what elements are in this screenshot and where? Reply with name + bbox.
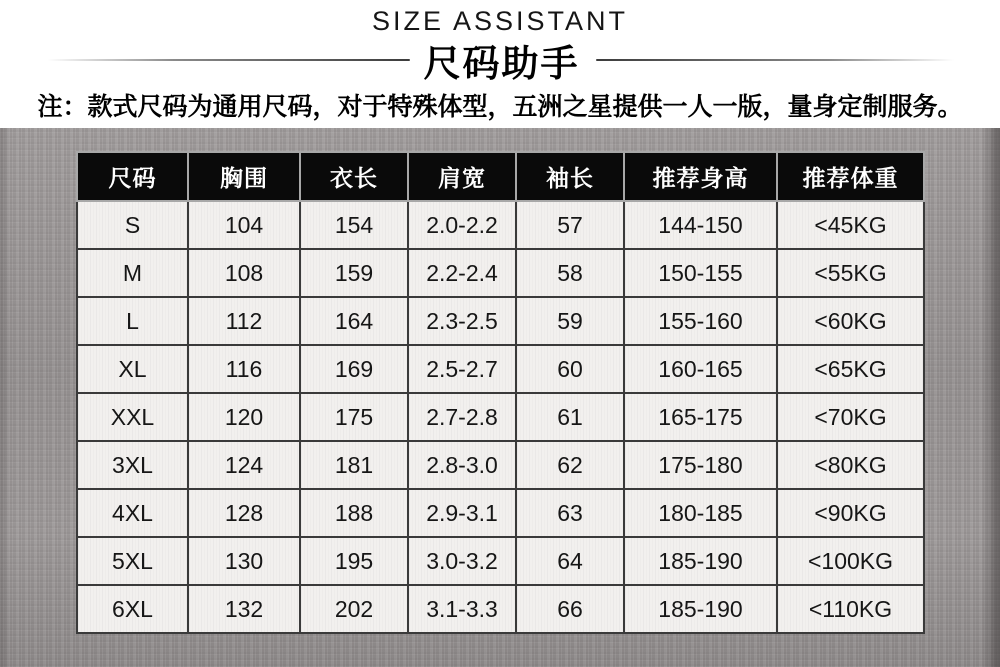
table-row-6xl bbox=[77, 585, 924, 633]
table-cell: <45KG bbox=[777, 201, 924, 249]
table-cell: 164 bbox=[300, 297, 408, 345]
divider-line-left bbox=[47, 59, 410, 61]
table-cell: 62 bbox=[516, 441, 624, 489]
table-cell: 66 bbox=[516, 585, 624, 633]
table-cell: 2.7-2.8 bbox=[408, 393, 516, 441]
table-cell: 130 bbox=[188, 537, 300, 585]
left-edge-shadow bbox=[0, 128, 10, 667]
table-cell: 195 bbox=[300, 537, 408, 585]
table-cell: 2.8-3.0 bbox=[408, 441, 516, 489]
column-header-sleeve: 袖长 bbox=[516, 152, 624, 201]
table-cell: 3.1-3.3 bbox=[408, 585, 516, 633]
table-cell: <90KG bbox=[777, 489, 924, 537]
table-cell: 185-190 bbox=[624, 537, 777, 585]
table-cell: 160-165 bbox=[624, 345, 777, 393]
table-cell: 2.0-2.2 bbox=[408, 201, 516, 249]
table-cell: 60 bbox=[516, 345, 624, 393]
right-edge-shadow bbox=[982, 128, 1000, 667]
table-cell: 57 bbox=[516, 201, 624, 249]
table-cell: <55KG bbox=[777, 249, 924, 297]
column-header-length: 衣长 bbox=[300, 152, 408, 201]
table-cell: 150-155 bbox=[624, 249, 777, 297]
table-cell: 116 bbox=[188, 345, 300, 393]
metal-background bbox=[0, 128, 1000, 667]
page-title-zh: 尺码助手 bbox=[423, 44, 580, 85]
subtitle-row bbox=[0, 38, 1000, 85]
table-cell: <60KG bbox=[777, 297, 924, 345]
table-cell: 154 bbox=[300, 201, 408, 249]
table-cell: 144-150 bbox=[624, 201, 777, 249]
table-cell: 3.0-3.2 bbox=[408, 537, 516, 585]
table-cell: <100KG bbox=[777, 537, 924, 585]
table-cell: 63 bbox=[516, 489, 624, 537]
table-cell: 180-185 bbox=[624, 489, 777, 537]
column-header-height: 推荐身高 bbox=[624, 152, 777, 201]
table-row-xl bbox=[77, 345, 924, 393]
table-cell: 3XL bbox=[77, 441, 188, 489]
table-cell: 2.9-3.1 bbox=[408, 489, 516, 537]
table-cell: 5XL bbox=[77, 537, 188, 585]
table-cell: 175 bbox=[300, 393, 408, 441]
divider-line-right bbox=[596, 59, 954, 61]
table-cell: 155-160 bbox=[624, 297, 777, 345]
table-cell: 175-180 bbox=[624, 441, 777, 489]
table-row-m bbox=[77, 249, 924, 297]
table-cell: L bbox=[77, 297, 188, 345]
column-header-chest: 胸围 bbox=[188, 152, 300, 201]
page-title-en: SIZE ASSISTANT bbox=[371, 6, 629, 36]
table-cell: <70KG bbox=[777, 393, 924, 441]
table-cell: 185-190 bbox=[624, 585, 777, 633]
table-row-5xl bbox=[77, 537, 924, 585]
table-row-s bbox=[77, 201, 924, 249]
table-cell: M bbox=[77, 249, 188, 297]
table-cell: 181 bbox=[300, 441, 408, 489]
table-cell: 120 bbox=[188, 393, 300, 441]
table-cell: 64 bbox=[516, 537, 624, 585]
table-cell: 59 bbox=[516, 297, 624, 345]
table-row-4xl bbox=[77, 489, 924, 537]
table-cell: 58 bbox=[516, 249, 624, 297]
table-row-3xl bbox=[77, 441, 924, 489]
table-cell: 124 bbox=[188, 441, 300, 489]
table-cell: 165-175 bbox=[624, 393, 777, 441]
table-header-row bbox=[77, 152, 924, 201]
table-cell: 128 bbox=[188, 489, 300, 537]
column-header-size: 尺码 bbox=[77, 152, 188, 201]
table-cell: 61 bbox=[516, 393, 624, 441]
table-cell: 2.2-2.4 bbox=[408, 249, 516, 297]
table-cell: 202 bbox=[300, 585, 408, 633]
table-cell: 169 bbox=[300, 345, 408, 393]
table-cell: 104 bbox=[188, 201, 300, 249]
table-cell: S bbox=[77, 201, 188, 249]
table-cell: <110KG bbox=[777, 585, 924, 633]
column-header-weight: 推荐体重 bbox=[777, 152, 924, 201]
table-cell: 4XL bbox=[77, 489, 188, 537]
table-cell: 108 bbox=[188, 249, 300, 297]
column-header-shoulder: 肩宽 bbox=[408, 152, 516, 201]
table-cell: 159 bbox=[300, 249, 408, 297]
table-cell: <65KG bbox=[777, 345, 924, 393]
table-cell: <80KG bbox=[777, 441, 924, 489]
table-row-l bbox=[77, 297, 924, 345]
table-cell: XL bbox=[77, 345, 188, 393]
size-table bbox=[76, 151, 925, 634]
table-cell: 2.3-2.5 bbox=[408, 297, 516, 345]
table-cell: 188 bbox=[300, 489, 408, 537]
table-cell: 132 bbox=[188, 585, 300, 633]
table-cell: 112 bbox=[188, 297, 300, 345]
table-cell: 6XL bbox=[77, 585, 188, 633]
table-cell: 2.5-2.7 bbox=[408, 345, 516, 393]
title-section bbox=[0, 0, 1000, 128]
note-text: 注：款式尺码为通用尺码，对于特殊体型，五洲之星提供一人一版，量身定制服务。 bbox=[37, 94, 963, 121]
table-row-xxl bbox=[77, 393, 924, 441]
table-cell: XXL bbox=[77, 393, 188, 441]
